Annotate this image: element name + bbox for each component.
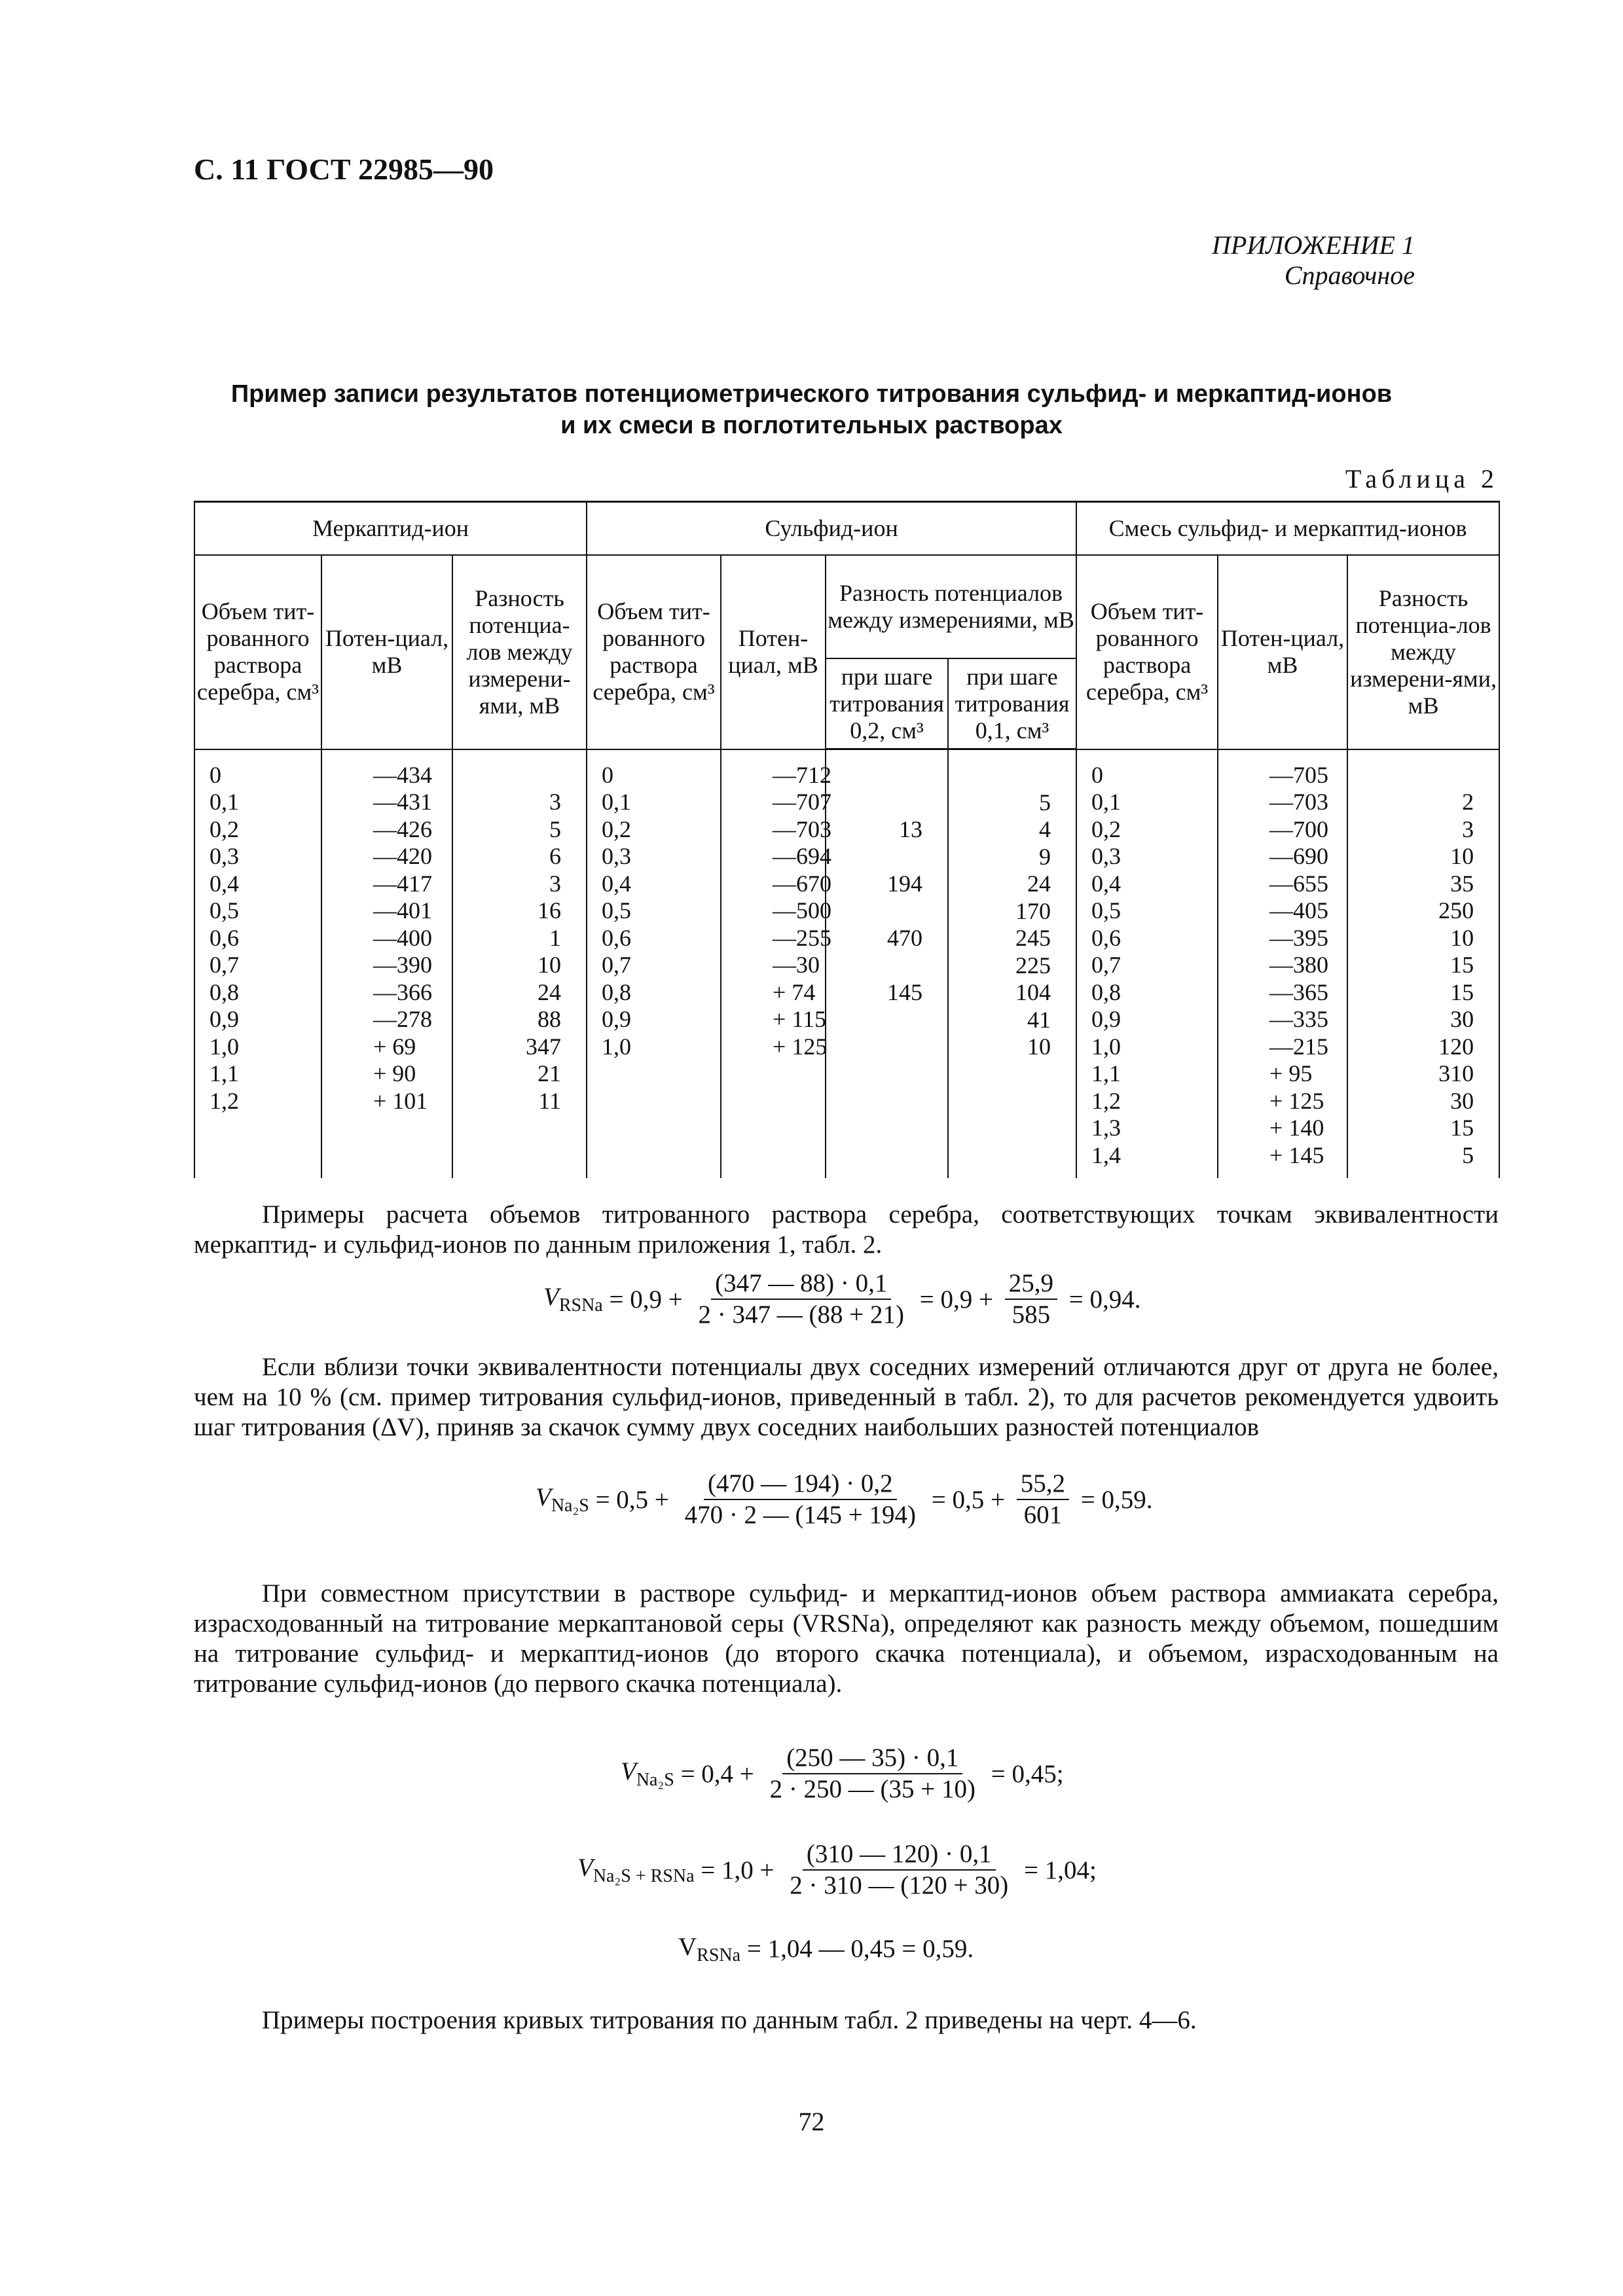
header-volume: Объем тит-рованного раствора серебра, см³ <box>194 555 321 749</box>
table-cell: 145 <box>887 979 923 1005</box>
numerator: 55,2 <box>1017 1470 1069 1500</box>
table-cell: 0 <box>602 761 614 788</box>
table-cell: 5 <box>549 816 562 842</box>
table-cell: 0,3 <box>210 843 239 869</box>
table-cell: 1,4 <box>1091 1141 1122 1168</box>
fraction <box>766 1744 979 1803</box>
col-mix-potential <box>1218 749 1347 1179</box>
eq-term: = 1,0 + <box>694 1856 781 1884</box>
table-cell <box>827 1007 922 1034</box>
col-merc-potential <box>321 749 452 1179</box>
numerator: (310 — 120) · 0,1 <box>803 1840 996 1871</box>
table-cell: 104 <box>1015 979 1051 1005</box>
table-cell: 0,9 <box>210 1006 239 1032</box>
table-cell: 24 <box>538 978 562 1005</box>
title-line-1: Пример записи результатов потенциометрического титрования сульфид- и меркаптид-ионов <box>230 380 1393 408</box>
header-difference: Разность потенциа-лов между измерени-ями, мВ <box>1347 555 1499 749</box>
table-cell: 15 <box>1450 952 1474 978</box>
table-cell <box>827 952 922 980</box>
eq-term: = 0,5 + <box>589 1485 676 1514</box>
table-cell: 0,8 <box>210 978 239 1005</box>
denominator: 585 <box>1012 1300 1051 1329</box>
table-label: Таблица 2 <box>1345 464 1499 493</box>
equation-3 <box>621 1744 1064 1803</box>
table-cell: —700 <box>1269 816 1329 842</box>
table-cell: —655 <box>1269 870 1329 897</box>
table-cell: 5 <box>1039 789 1051 816</box>
table-cell: —30 <box>773 952 820 978</box>
table-cell: 10 <box>1450 843 1474 869</box>
eq-variable: V <box>536 1483 551 1512</box>
numerator: (250 — 35) · 0,1 <box>782 1744 962 1774</box>
table-cell: —215 <box>1269 1033 1329 1060</box>
table-cell: + 125 <box>1269 1087 1324 1114</box>
table-cell: —434 <box>373 761 432 788</box>
table-cell: 225 <box>1015 952 1051 978</box>
eq-variable: V <box>678 1933 697 1961</box>
col-sulf-diff01 <box>948 749 1076 1179</box>
fraction <box>1017 1470 1069 1529</box>
eq-subscript: RSNa <box>697 1945 741 1965</box>
table-cell: 194 <box>887 870 923 897</box>
header-potential: Потен-циал, мВ <box>1218 555 1347 749</box>
table-cell: —417 <box>373 870 432 897</box>
table-cell: 245 <box>1015 925 1051 951</box>
eq-term: = 0,5 + <box>925 1485 1012 1514</box>
col-mix-volume <box>1076 749 1218 1179</box>
header-step-01: при шаге титрования 0,1, см³ <box>948 658 1076 749</box>
page-number: 72 <box>798 2107 825 2136</box>
table-cell: + 90 <box>373 1060 416 1086</box>
eq-subscript: RSNa <box>558 1295 603 1316</box>
table-cell: 0,8 <box>602 978 632 1005</box>
table-cell: —365 <box>1269 978 1329 1005</box>
table-cell: —400 <box>373 924 432 951</box>
header-potential: Потен-циал, мВ <box>721 555 826 749</box>
table-cell: 1,2 <box>210 1087 239 1114</box>
col-sulf-potential <box>721 749 832 1179</box>
table-cell: —712 <box>773 761 832 788</box>
table-cell: 250 <box>1438 897 1474 924</box>
table-cell: 30 <box>1450 1087 1474 1114</box>
fraction <box>786 1840 1012 1899</box>
table-cell: —500 <box>773 897 832 924</box>
eq-term: = 0,4 + <box>674 1759 761 1788</box>
table-cell: —395 <box>1269 924 1329 951</box>
table-cell: 0,1 <box>1091 789 1122 815</box>
table-cell: 0,5 <box>602 897 632 924</box>
equation-4 <box>577 1840 1097 1899</box>
table-cell: 1,1 <box>1091 1060 1122 1086</box>
table-cell: 1,0 <box>210 1033 239 1060</box>
header-step-02: при шаге титрования 0,2, см³ <box>826 658 948 749</box>
table-cell: + 69 <box>373 1033 416 1060</box>
table-cell: + 115 <box>773 1006 826 1032</box>
title-line-2: и их смеси в поглотительных растворах <box>560 412 1063 439</box>
eq-subscript: Na₂S + RSNa <box>593 1865 695 1886</box>
table-cell: 0,3 <box>602 843 632 869</box>
table-cell: 0,7 <box>602 952 632 978</box>
table-cell: —431 <box>373 789 432 815</box>
table-cell: 0 <box>210 761 221 788</box>
eq-variable: V <box>543 1283 559 1312</box>
table-cell: 30 <box>1450 1006 1474 1032</box>
fraction <box>694 1270 907 1329</box>
table-cell: 41 <box>1027 1006 1051 1033</box>
table-cell: 1,0 <box>602 1033 632 1060</box>
col-mix-difference <box>1347 749 1499 1179</box>
table-cell: 15 <box>1450 1115 1474 1141</box>
table-cell <box>827 844 922 871</box>
table-cell: 0,6 <box>602 924 632 951</box>
table-cell: 24 <box>1027 870 1051 897</box>
equation-2 <box>536 1470 1153 1529</box>
table-cell <box>827 762 922 789</box>
table-cell: —694 <box>773 843 832 869</box>
appendix-subtitle: Справочное <box>1284 260 1415 290</box>
table-cell <box>454 762 561 789</box>
group-mixture: Смесь сульфид- и меркаптид-ионов <box>1076 502 1499 556</box>
eq-term: = 0,9 + <box>913 1285 1000 1314</box>
document-header: С. 11 ГОСТ 22985—90 <box>194 152 494 186</box>
paragraph-1: Примеры расчета объемов титрованного раствора серебра, соответствующих точкам эквивалентности меркаптид- и сульфид-ионов по данным приложения 1, табл. 2. <box>194 1200 1499 1259</box>
group-sulfide: Сульфид-ион <box>587 502 1076 556</box>
table-cell: 0,1 <box>602 789 632 815</box>
numerator: (347 — 88) · 0,1 <box>711 1270 891 1300</box>
header-potential: Потен-циал, мВ <box>321 555 452 749</box>
table-cell: 0,6 <box>210 924 239 951</box>
table-cell: + 140 <box>1269 1115 1324 1141</box>
table-cell <box>827 1033 922 1061</box>
table-cell: 10 <box>538 952 562 978</box>
table-cell: 88 <box>538 1006 562 1032</box>
table-cell: 0,4 <box>602 870 632 897</box>
table-cell: 13 <box>899 816 923 842</box>
table-cell: 6 <box>549 843 562 869</box>
table-cell: 0,2 <box>602 816 632 842</box>
eq-term: = 0,9 + <box>602 1285 689 1314</box>
denominator: 2 · 310 — (120 + 30) <box>790 1871 1009 1899</box>
table-cell: + 125 <box>773 1033 828 1060</box>
appendix-label <box>1212 230 1415 291</box>
eq-result: = 0,45; <box>985 1759 1064 1788</box>
table-cell: 0,4 <box>1091 870 1122 897</box>
table-cell: + 145 <box>1269 1141 1324 1168</box>
table-cell: —366 <box>373 978 432 1005</box>
table-cell: 35 <box>1450 870 1474 897</box>
table-cell: 0,1 <box>210 789 239 815</box>
table-cell: —703 <box>773 816 832 842</box>
paragraph-4: Примеры построения кривых титрования по данным табл. 2 приведены на черт. 4—6. <box>262 2006 1197 2034</box>
numerator: 25,9 <box>1005 1270 1057 1300</box>
table-cell: —255 <box>773 924 832 951</box>
table-cell: 4 <box>1039 816 1051 842</box>
table-cell: 10 <box>1450 924 1474 951</box>
equation-1 <box>543 1270 1140 1329</box>
table-cell: 0,9 <box>1091 1006 1122 1032</box>
table-cell: 347 <box>526 1033 562 1060</box>
table-cell: —278 <box>373 1006 432 1032</box>
table-cell: 1,3 <box>1091 1115 1122 1141</box>
col-sulf-volume <box>587 749 721 1179</box>
eq-variable: V <box>621 1757 636 1786</box>
table-cell: 2 <box>1462 789 1474 815</box>
header-diff-group: Разность потенциалов между измерениями, мВ <box>826 555 1076 658</box>
titration-table <box>194 501 1500 1178</box>
table-cell: —705 <box>1269 761 1329 788</box>
table-cell: 21 <box>538 1060 562 1086</box>
table-cell: 0,3 <box>1091 843 1122 869</box>
table-cell: 11 <box>538 1087 562 1114</box>
table-cell: 0,2 <box>1091 816 1122 842</box>
table-cell: + 95 <box>1269 1060 1313 1086</box>
eq-subscript: Na₂S <box>636 1769 674 1790</box>
table-cell: 0,5 <box>1091 897 1122 924</box>
table-cell <box>827 898 922 925</box>
table-cell: 1,0 <box>1091 1033 1122 1060</box>
section-title <box>0 378 1623 441</box>
group-mercaptide: Меркаптид-ион <box>194 502 587 556</box>
table-cell: 0,5 <box>210 897 239 924</box>
table-cell: —420 <box>373 843 432 869</box>
table-cell: 0,7 <box>1091 952 1122 978</box>
col-sulf-diff02 <box>826 749 948 1179</box>
table-cell: 1 <box>549 924 562 951</box>
eq-result: = 1,04; <box>1017 1856 1097 1884</box>
fraction <box>1005 1270 1057 1329</box>
eq-result: = 1,04 — 0,45 = 0,59. <box>740 1935 974 1964</box>
equation-5 <box>678 1932 974 1966</box>
table-cell: 9 <box>1039 843 1051 870</box>
header-volume: Объем тит-рованного раствора серебра, см³ <box>1076 555 1218 749</box>
col-merc-difference <box>452 749 587 1179</box>
eq-variable: V <box>577 1854 593 1882</box>
numerator: (470 — 194) · 0,2 <box>704 1470 897 1500</box>
table-cell: 3 <box>549 789 562 815</box>
table-cell: 1,1 <box>210 1060 239 1086</box>
denominator: 470 · 2 — (145 + 194) <box>684 1501 917 1529</box>
header-volume: Объем тит-рованного раствора серебра, см³ <box>587 555 721 749</box>
table-cell: 0,4 <box>210 870 239 897</box>
table-cell: 3 <box>549 870 562 897</box>
paragraph-3: При совместном присутствии в растворе сульфид- и меркаптид-ионов объем раствора аммиаката серебра, израсходованный на титрование меркаптановой серы (VRSNa), определяют как разность между объемом, пошедшим на титрование сульфид- и меркаптид-ионов (до второго скачка потенциала), и объемом, израсходованным на титрование сульфид-ионов (до первого скачка потенциала). <box>194 1579 1499 1698</box>
denominator: 2 · 250 — (35 + 10) <box>769 1775 976 1803</box>
table-cell <box>1349 762 1474 789</box>
table-cell <box>827 789 922 817</box>
table-cell: 170 <box>1015 897 1051 924</box>
table-cell: —335 <box>1269 1006 1329 1032</box>
table-cell: 0,8 <box>1091 978 1122 1005</box>
table-cell: 120 <box>1438 1033 1474 1060</box>
appendix-title: ПРИЛОЖЕНИЕ 1 <box>1212 230 1415 260</box>
table-cell: —380 <box>1269 952 1329 978</box>
table-cell: —670 <box>773 870 832 897</box>
table-cell: 1,2 <box>1091 1087 1122 1114</box>
table-cell <box>949 762 1051 789</box>
table-cell: + 74 <box>773 978 816 1005</box>
table-cell: 470 <box>887 925 923 951</box>
table-cell: —401 <box>373 897 432 924</box>
denominator: 2 · 347 — (88 + 21) <box>698 1300 904 1329</box>
table-cell: 0 <box>1091 761 1104 788</box>
table-cell: 15 <box>1450 978 1474 1005</box>
table-cell: 0,7 <box>210 952 239 978</box>
table-cell: —703 <box>1269 789 1329 815</box>
col-merc-volume <box>194 749 321 1179</box>
table-cell: 0,6 <box>1091 924 1122 951</box>
table-cell: —390 <box>373 952 432 978</box>
table-cell: 0,9 <box>602 1006 632 1032</box>
table-cell: 5 <box>1462 1141 1474 1168</box>
table-cell: + 101 <box>373 1087 428 1114</box>
fraction <box>681 1470 920 1529</box>
eq-result: = 0,94. <box>1062 1285 1141 1314</box>
denominator: 601 <box>1023 1501 1063 1529</box>
table-cell: 3 <box>1462 816 1474 842</box>
table-cell: 16 <box>538 897 562 924</box>
table-cell: —690 <box>1269 843 1329 869</box>
eq-result: = 0,59. <box>1074 1485 1153 1514</box>
table-cell: —405 <box>1269 897 1329 924</box>
table-cell: 0,2 <box>210 816 239 842</box>
header-difference: Разность потенциа-лов между измерени-ями, мВ <box>452 555 587 749</box>
table-cell: —707 <box>773 789 832 815</box>
table-cell: 10 <box>1027 1033 1051 1060</box>
paragraph-2: Если вблизи точки эквивалентности потенциалы двух соседних измерений отличаются друг от друга не более, чем на 10 % (см. пример титрования сульфид-ионов, приведенный в табл. 2), то для расчетов рекомендуется удвоить шаг титрования (ΔV), приняв за скачок сумму двух соседних наибольших разностей потенциалов <box>194 1353 1499 1441</box>
eq-subscript: Na₂S <box>551 1495 589 1516</box>
table-cell: 310 <box>1438 1060 1474 1086</box>
table-cell: —426 <box>373 816 432 842</box>
